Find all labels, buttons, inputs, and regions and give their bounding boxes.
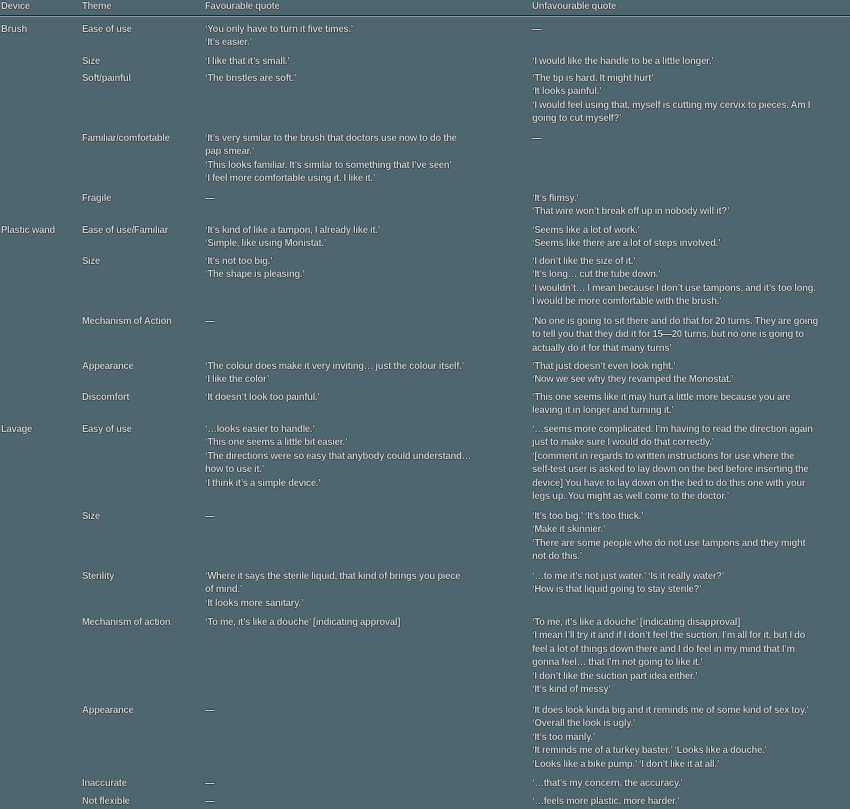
quote-line: ‘Now we see why they revamped the Monostat.’: [532, 374, 734, 386]
quote-line: ‘Overall the look is ugly.’: [532, 718, 636, 730]
favourable-quote-cell: [205, 23, 353, 50]
header-theme: Theme: [82, 1, 112, 12]
quote-line: ‘I would feel using that, myself is cutting my cervix to pieces. Am I: [532, 99, 811, 111]
quote-line: not do this.’: [532, 551, 582, 563]
unfavourable-quote-cell: [532, 315, 818, 355]
quote-line: ‘Simple, like using Monistat.’: [205, 238, 327, 250]
unfavourable-quote-cell: [532, 391, 790, 418]
quote-line: ‘…that’s my concern, the accuracy.’: [532, 778, 683, 789]
device-cell: Brush: [1, 24, 28, 35]
quote-line: gonna feel… that I’m not going to like it.’: [532, 657, 703, 669]
favourable-quote-cell: [205, 616, 400, 629]
quote-line: ‘It’s long… cut the tube down.’: [532, 269, 661, 281]
theme-cell: Easy of use: [82, 424, 132, 435]
theme-cell: Size: [82, 511, 100, 522]
theme-cell: Familiar/comfortable: [82, 133, 170, 144]
quote-line: feel a lot of things down there and I do feel in my mind that I’m: [532, 643, 795, 655]
quote-line: —: [205, 511, 215, 522]
favourable-quote-cell: [205, 704, 214, 717]
quote-line: self-test user is asked to lay down on the bed before inserting the: [532, 464, 809, 476]
theme-cell: Mechanism of action: [82, 617, 171, 628]
unfavourable-quote-cell: [532, 23, 541, 36]
quote-line: to tell you that they did it for 15—20 turns, but no one is going to: [532, 329, 804, 341]
quote-line: leaving it in longer and turning it.’: [532, 405, 674, 417]
quote-line: ‘I don’t like the suction part idea either.’: [532, 670, 698, 682]
unfavourable-quote-cell: [532, 704, 809, 771]
quote-line: ‘It’s too big.’ ‘It’s too thick.’: [532, 511, 644, 522]
unfavourable-quote-cell: [532, 423, 813, 503]
quote-line: ‘It looks painful.’: [532, 86, 602, 98]
favourable-quote-cell: [205, 315, 214, 328]
quote-line: ‘That just doesn’t even look right.’: [532, 361, 676, 372]
device-cell: Lavage: [1, 424, 33, 435]
quote-line: ‘It’s very similar to the brush that doctors use now to do the: [205, 133, 457, 144]
quote-line: ‘It’s kind of messy’: [532, 684, 611, 696]
quote-line: legs up. You might as well come to the doctor.’: [532, 491, 729, 503]
favourable-quote-cell: [205, 255, 305, 282]
quote-line: how to use it.’: [205, 464, 264, 476]
header-favourable-quote: Favourable quote: [205, 1, 280, 12]
quote-line: ‘I don’t like the size of it.’: [532, 256, 636, 267]
quote-line: ‘This looks familiar. It’s similar to something that I’ve seen’: [205, 159, 452, 171]
quote-line: ‘I feel more comfortable using it. I like it.’: [205, 173, 376, 185]
quote-line: —: [205, 778, 215, 789]
theme-cell: Not flexible: [82, 796, 130, 807]
quote-line: ‘It’s too manly.’: [532, 731, 596, 743]
quote-line: ‘The tip is hard. It might hurt’: [532, 73, 654, 84]
quote-line: ‘I like the color’: [205, 374, 270, 386]
quote-line: ‘Make it skinnier.’: [532, 524, 606, 536]
unfavourable-quote-cell: [532, 795, 680, 808]
quote-line: ‘You only have to turn it five times.’: [205, 24, 354, 35]
theme-cell: Fragile: [82, 193, 112, 204]
unfavourable-quote-cell: [532, 510, 805, 564]
favourable-quote-cell: [205, 777, 214, 790]
header-device: Device: [1, 1, 30, 12]
favourable-quote-cell: [205, 192, 214, 205]
quote-line: ‘Where it says the sterile liquid, that kind of brings you piece: [205, 571, 461, 582]
quote-line: ‘The directions were so easy that anybody could understand…: [205, 450, 471, 462]
quote-line: ‘The shape is pleasing.’: [205, 269, 305, 281]
unfavourable-quote-cell: [532, 777, 683, 790]
quote-line: —: [205, 316, 215, 327]
quote-line: ‘It’s flimsy.’: [532, 193, 579, 204]
quote-line: ‘It looks more sanitary.’: [205, 597, 304, 609]
unfavourable-quote-cell: [532, 255, 815, 309]
theme-cell: Discomfort: [82, 392, 130, 403]
theme-cell: Mechanism of Action: [82, 316, 172, 327]
quote-line: ‘No one is going to sit there and do that for 20 turns. They are going: [532, 316, 819, 327]
unfavourable-quote-cell: [532, 132, 541, 145]
quote-line: —: [205, 796, 215, 807]
favourable-quote-cell: [205, 795, 214, 808]
theme-cell: Size: [82, 56, 100, 67]
quote-line: ‘I think it’s a simple device.’: [205, 477, 321, 489]
quote-line: ‘…seems more complicated. I’m having to read the direction again: [532, 424, 813, 435]
favourable-quote-cell: [205, 510, 214, 523]
quote-line: —: [532, 24, 542, 35]
unfavourable-quote-cell: [532, 570, 724, 597]
quote-line: ‘Looks like a bike pump.’ ‘I don’t like it at all.’: [532, 758, 720, 770]
quote-line: ‘It’s kind of like a tampon, I already like it.’: [205, 225, 380, 236]
quote-line: ‘Seems like a lot of work.’: [532, 225, 640, 236]
quote-line: ‘I would like the handle to be a little longer.’: [532, 56, 714, 67]
unfavourable-quote-cell: [532, 72, 810, 126]
unfavourable-quote-cell: [532, 360, 734, 387]
favourable-quote-cell: [205, 224, 380, 251]
quote-line: ‘…to me it’s not just water.’ ‘Is it really water?’: [532, 571, 725, 582]
unfavourable-quote-cell: [532, 616, 805, 696]
quote-line: ‘To me, it’s like a douche’ [indicating disapproval]: [532, 617, 740, 628]
quote-line: ‘It’s not too big.’: [205, 256, 273, 267]
quote-line: ‘…looks easier to handle.’: [205, 424, 315, 435]
header-unfavourable-quote: Unfavourable quote: [532, 1, 616, 12]
quote-line: ‘It does look kinda big and it reminds me of some kind of sex toy.’: [532, 705, 809, 716]
quote-line: —: [205, 193, 215, 204]
quote-line: ‘It doesn’t look too painful.’: [205, 392, 320, 403]
theme-cell: Ease of use/Familiar: [82, 225, 169, 236]
quote-line: ‘This one seems a little bit easier.’: [205, 437, 348, 449]
favourable-quote-cell: [205, 72, 296, 85]
quote-line: ‘How is that liquid going to stay sterile?’: [532, 584, 702, 596]
favourable-quote-cell: [205, 132, 457, 186]
unfavourable-quote-cell: [532, 224, 720, 251]
theme-cell: Soft/painful: [82, 73, 131, 84]
device-cell: Plastic wand: [1, 225, 56, 236]
favourable-quote-cell: [205, 391, 320, 404]
unfavourable-quote-cell: [532, 192, 729, 219]
theme-cell: Appearance: [82, 705, 134, 716]
quote-line: of mind.’: [205, 584, 242, 596]
theme-cell: Inaccurate: [82, 778, 127, 789]
quote-line: I would be more comfortable with the brush.’: [532, 296, 722, 308]
quote-line: ‘[comment in regards to written instructions for use where the: [532, 450, 795, 462]
header-rule: [0, 15, 850, 17]
quote-line: ‘I like that it’s small.’: [205, 56, 290, 67]
favourable-quote-cell: [205, 423, 471, 490]
theme-cell: Appearance: [82, 361, 134, 372]
quote-line: ‘To me, it’s like a douche’ [indicating approval]: [205, 617, 401, 628]
table-header: [0, 0, 850, 14]
favourable-quote-cell: [205, 55, 290, 68]
theme-cell: Sterility: [82, 571, 115, 582]
quote-line: going to cut myself?’: [532, 113, 622, 125]
favourable-quote-cell: [205, 360, 464, 387]
theme-cell: Size: [82, 256, 100, 267]
quote-line: ‘I mean I’ll try it and if I don’t feel the suction. I’m all for it, but I do: [532, 630, 806, 642]
quote-line: ‘That wire won’t break off up in nobody will it?’: [532, 206, 730, 218]
quote-line: ‘This one seems like it may hurt a little more because you are: [532, 392, 791, 403]
quote-line: ‘Seems like there are a lot of steps involved.’: [532, 238, 721, 250]
quote-line: —: [532, 133, 542, 144]
quote-line: pap smear.’: [205, 146, 255, 158]
unfavourable-quote-cell: [532, 55, 714, 68]
theme-cell: Ease of use: [82, 24, 132, 35]
quote-line: ‘It reminds me of a turkey baster.’ ‘Looks like a douche.’: [532, 745, 767, 757]
quote-line: —: [205, 705, 215, 716]
quote-line: device] You have to lay down on the bed to do this one with your: [532, 477, 806, 489]
quote-line: just to make sure I would do that correctly.’: [532, 437, 714, 449]
quote-line: ‘I wouldn’t… I mean because I don’t use tampons, and it’s too long.: [532, 282, 816, 294]
quote-line: ‘The bristles are soft.’: [205, 73, 297, 84]
quote-line: ‘It’s easier.’: [205, 37, 252, 49]
quote-line: actually do it for that many turns’: [532, 342, 672, 354]
quote-line: ‘…feels more plastic, more harder.’: [532, 796, 680, 807]
quote-line: ‘The colour does make it very inviting… just the colour itself.’: [205, 361, 464, 372]
quote-line: ‘There are some people who do not use tampons and they might: [532, 537, 806, 549]
favourable-quote-cell: [205, 570, 460, 610]
